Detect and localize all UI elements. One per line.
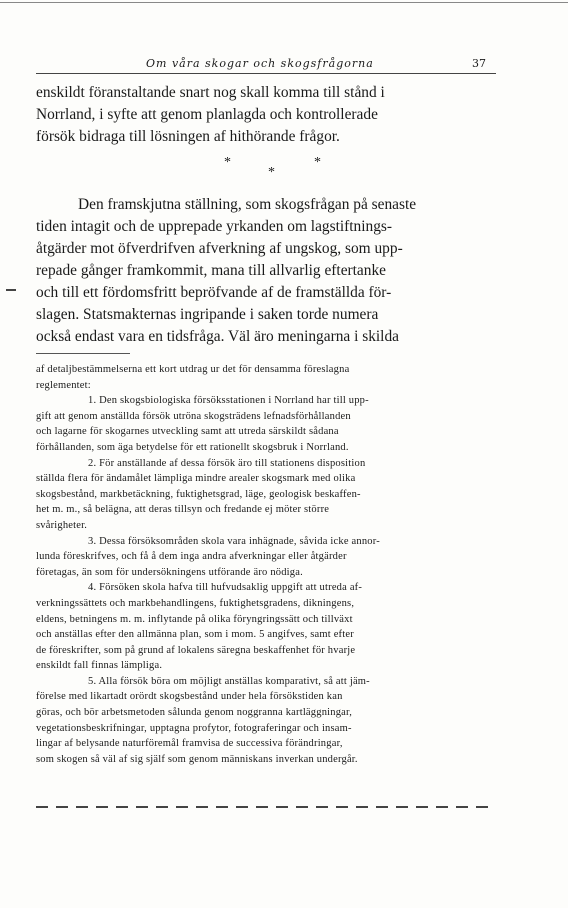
footnote-line: 4. Försöken skola hafva till hufvudsaklig uppgift att utreda af- <box>88 582 363 594</box>
text-line: repade gånger framkommit, mana till allvarlig eftertanke <box>36 262 386 279</box>
footnote-line: 3. Dessa försöksområden skola vara inhägnade, såvida icke annor- <box>88 535 380 547</box>
main-text <box>36 82 496 348</box>
footnote-line: gift att genom anställda försök utröna skogsträdens lefnadsförhållanden <box>36 410 351 422</box>
footnote-line: 5. Alla försök böra om möjligt anställas komparativt, så att jäm- <box>88 675 370 687</box>
footnote-line: och lagarne för skogarnes utveckling samt att utreda särskildt sådana <box>36 426 339 438</box>
footnote-line: svårigheter. <box>36 519 88 531</box>
running-title: Om våra skogar och skogsfrågorna <box>146 57 374 70</box>
footnote <box>36 362 496 767</box>
footnote-line: förelse med likartadt orördt skogsbestånd under hela försökstiden kan <box>36 691 343 703</box>
top-edge-rule <box>0 2 568 3</box>
footnote-rule <box>36 353 130 354</box>
text-line: försök bidraga till lösningen af hithörande frågor. <box>36 128 340 145</box>
footnote-line: skogsbestånd, markbetäckning, fuktighetsgrad, läge, geologisk beskaffen- <box>36 488 361 500</box>
paragraph-2 <box>36 194 496 348</box>
footnote-line: ställda flera för ändamålet lämpliga mindre arealer skogsmark med olika <box>36 473 356 485</box>
footnote-line: 2. För anställande af dessa försök äro till stationens disposition <box>88 457 366 469</box>
running-header <box>36 57 496 73</box>
footnote-item <box>36 580 496 674</box>
footnote-line: eldens, betningens m. m. inflytande på olika föryngringssätt och tillväxt <box>36 613 353 625</box>
margin-mark <box>6 289 16 291</box>
footnote-line: enskildt fall finnas lämpliga. <box>36 660 163 672</box>
asterisk: * <box>268 165 275 180</box>
footnote-line: företagas, än som för undersökningens utförande äro nödiga. <box>36 566 303 578</box>
text-line: Den framskjutna ställning, som skogsfrågan på senaste <box>78 196 417 213</box>
footnote-line: 1. Den skogsbiologiska försöksstationen i Norrland har till upp- <box>88 395 369 407</box>
text-line: också endast vara en tidsfråga. Väl äro meningarna i skilda <box>36 328 399 345</box>
text-line: och till ett fördomsfritt bepröfvande af de framställda för- <box>36 284 392 301</box>
footnote-line: lunda föreskrifves, och få å dem inga andra afverkningar eller åtgärder <box>36 551 347 563</box>
asterism <box>36 150 496 194</box>
paragraph-1 <box>36 82 496 148</box>
footnote-line: göras, och bör arbetsmetoden sålunda genom noggranna kartläggningar, <box>36 707 353 719</box>
asterisk: * <box>224 155 231 170</box>
footnote-line: och anställas efter den allmänna plan, som i mom. 5 angifves, samt efter <box>36 629 354 641</box>
text-line: Norrland, i syfte att genom planlagda och kontrollerade <box>36 106 378 123</box>
footnote-line: vegetationsbeskrifningar, upptagna profytor, fotograferingar och insam- <box>36 722 352 734</box>
footnote-line: het m. m., så belägna, att deras tillsyn och fredande ej möter större <box>36 504 330 516</box>
footnote-line: lingar af belysande naturföremål framvisa de successiva förändringar, <box>36 738 343 750</box>
asterisk: * <box>314 155 321 170</box>
footnote-line: af detaljbestämmelserna ett kort utdrag ur det för densamma föreslagna <box>36 364 350 375</box>
text-line: tiden intagit och de upprepade yrkanden om lagstiftnings- <box>36 218 393 235</box>
footnote-line: de föreskrifter, som på grund af lokalens säregna beskaffenhet för hvarje <box>36 644 356 656</box>
footnote-intro <box>36 362 496 393</box>
footnote-item <box>36 674 496 768</box>
page-number: 37 <box>472 57 486 70</box>
footnote-item <box>36 393 496 455</box>
footnote-line: verkningssättets och markbehandlingens, fuktighetsgradens, dikningens, <box>36 597 355 609</box>
footnote-line: förhållanden, som äga betydelse för ett rationellt skogsbruk i Norrland. <box>36 441 349 453</box>
footnote-item <box>36 456 496 534</box>
footnote-line: som skogen så väl af sig själf som genom människans inverkan undergår. <box>36 753 358 765</box>
footnote-line: reglementet: <box>36 379 91 391</box>
text-line: åtgärder mot öfverdrifven afverkning af ungskog, som upp- <box>36 240 403 257</box>
footnote-item <box>36 534 496 581</box>
bottom-dashed-rule <box>36 806 496 808</box>
text-line: slagen. Statsmakternas ingripande i saken torde numera <box>36 306 379 323</box>
header-rule <box>36 73 496 74</box>
text-line: enskildt föranstaltande snart nog skall komma till stånd i <box>36 84 385 101</box>
